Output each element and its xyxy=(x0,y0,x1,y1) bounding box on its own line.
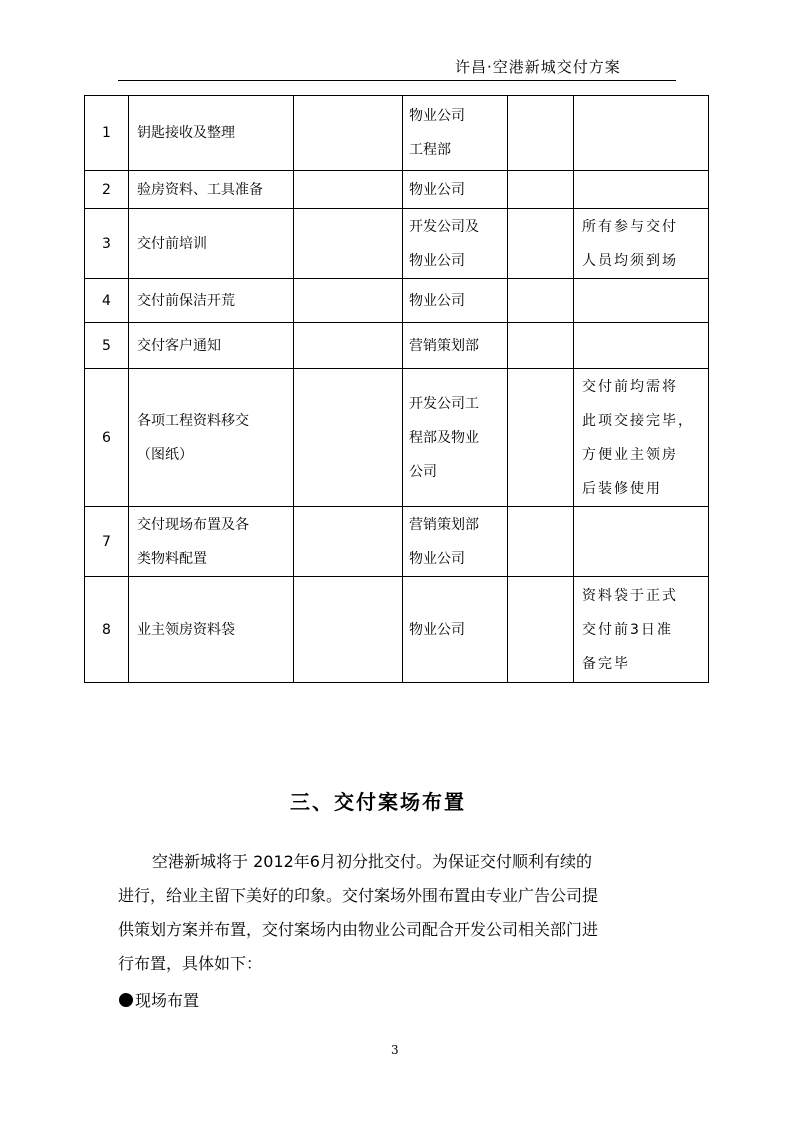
cell-empty xyxy=(508,279,574,323)
cell-department-line: 物业公司 xyxy=(409,292,465,309)
cell-number: 6 xyxy=(85,369,129,507)
cell-note xyxy=(574,323,709,369)
cell-item-line: 交付现场布置及各 xyxy=(137,516,249,533)
page-number: 3 xyxy=(391,1043,399,1057)
cell-note xyxy=(574,369,709,507)
cell-department xyxy=(403,171,508,209)
header-rule xyxy=(118,80,676,81)
cell-department xyxy=(403,323,508,369)
paragraph-line: 空港新城将于 2012年6月初分批交付。为保证交付顺利有续的 xyxy=(152,852,592,871)
cell-empty xyxy=(508,96,574,171)
cell-number: 4 xyxy=(85,279,129,323)
table-row xyxy=(85,577,709,683)
cell-note-line: 后装修使用 xyxy=(582,480,662,497)
cell-item-line: 钥匙接收及整理 xyxy=(137,125,235,141)
section-title: 三、交付案场布置 xyxy=(290,790,466,814)
bullet-text: 现场布置 xyxy=(135,991,200,1010)
cell-number: 7 xyxy=(85,507,129,577)
body-paragraph xyxy=(118,845,678,981)
cell-department-line: 物业公司 xyxy=(409,550,465,567)
table-row xyxy=(85,279,709,323)
cell-note-line: 备完毕 xyxy=(582,655,630,672)
cell-item-line: 验房资料、工具准备 xyxy=(137,181,263,198)
table-row xyxy=(85,369,709,507)
cell-note xyxy=(574,279,709,323)
bullet-item xyxy=(119,990,199,1012)
cell-department xyxy=(403,96,508,171)
cell-department-line: 物业公司 xyxy=(409,108,465,124)
cell-empty xyxy=(294,577,403,683)
cell-department-line: 工程部 xyxy=(409,142,451,158)
cell-empty xyxy=(508,577,574,683)
cell-department-line: 物业公司 xyxy=(409,621,465,638)
cell-item-line: 交付前培训 xyxy=(137,235,207,252)
paragraph-line: 供策划方案并布置，交付案场内由物业公司配合开发公司相关部门进 xyxy=(118,920,599,939)
cell-item-line: 交付前保洁开荒 xyxy=(137,292,235,309)
cell-number: 5 xyxy=(85,323,129,369)
cell-note-line: 交付前3日准 xyxy=(582,621,673,638)
cell-empty xyxy=(294,369,403,507)
cell-item-line: 各项工程资料移交 xyxy=(137,412,249,429)
cell-department-line: 程部及物业 xyxy=(409,429,479,446)
cell-empty xyxy=(294,323,403,369)
cell-empty xyxy=(294,209,403,279)
cell-note-line: 资料袋于正式 xyxy=(582,587,678,604)
cell-department-line: 营销策划部 xyxy=(409,516,479,533)
cell-item xyxy=(129,323,294,369)
table-row xyxy=(85,507,709,577)
cell-item xyxy=(129,507,294,577)
cell-note-line: 人员均须到场 xyxy=(582,252,678,269)
cell-note-line: 此项交接完毕， xyxy=(582,412,694,429)
cell-department xyxy=(403,209,508,279)
cell-note-line: 方便业主领房 xyxy=(582,446,678,463)
cell-item-line: （图纸） xyxy=(137,446,193,463)
cell-department xyxy=(403,507,508,577)
cell-empty xyxy=(294,279,403,323)
cell-department-line: 物业公司 xyxy=(409,181,465,198)
cell-department xyxy=(403,369,508,507)
table-row xyxy=(85,209,709,279)
cell-note xyxy=(574,171,709,209)
cell-item-line: 类物料配置 xyxy=(137,550,207,567)
cell-department-line: 公司 xyxy=(409,463,437,480)
cell-note xyxy=(574,209,709,279)
cell-empty xyxy=(508,369,574,507)
table-row xyxy=(85,323,709,369)
cell-number: 1 xyxy=(85,96,129,171)
cell-empty xyxy=(508,171,574,209)
cell-number: 2 xyxy=(85,171,129,209)
cell-empty xyxy=(508,323,574,369)
cell-item xyxy=(129,577,294,683)
cell-department xyxy=(403,279,508,323)
cell-number: 3 xyxy=(85,209,129,279)
cell-item xyxy=(129,96,294,171)
cell-empty xyxy=(294,171,403,209)
cell-department-line: 开发公司工 xyxy=(409,395,479,412)
page-header-title: 许昌·空港新城交付方案 xyxy=(455,58,621,76)
cell-item xyxy=(129,209,294,279)
cell-note xyxy=(574,96,709,171)
cell-empty xyxy=(508,507,574,577)
cell-note xyxy=(574,577,709,683)
cell-department-line: 开发公司及 xyxy=(409,218,479,235)
paragraph-line: 行布置，具体如下： xyxy=(118,954,263,973)
cell-department xyxy=(403,577,508,683)
paragraph-line: 进行，给业主留下美好的印象。交付案场外围布置由专业广告公司提 xyxy=(118,886,599,905)
bullet-dot-icon xyxy=(119,993,133,1007)
cell-empty xyxy=(294,96,403,171)
cell-note xyxy=(574,507,709,577)
cell-department-line: 营销策划部 xyxy=(409,337,479,354)
cell-empty xyxy=(294,507,403,577)
cell-item-line: 交付客户通知 xyxy=(137,337,221,354)
cell-empty xyxy=(508,209,574,279)
cell-item xyxy=(129,171,294,209)
cell-department-line: 物业公司 xyxy=(409,252,465,269)
table-row xyxy=(85,96,709,171)
cell-item xyxy=(129,369,294,507)
cell-number: 8 xyxy=(85,577,129,683)
delivery-task-table xyxy=(84,95,709,683)
cell-note-line: 交付前均需将 xyxy=(582,378,678,395)
table-row xyxy=(85,171,709,209)
cell-item-line: 业主领房资料袋 xyxy=(137,621,235,638)
cell-item xyxy=(129,279,294,323)
cell-note-line: 所有参与交付 xyxy=(582,218,678,235)
